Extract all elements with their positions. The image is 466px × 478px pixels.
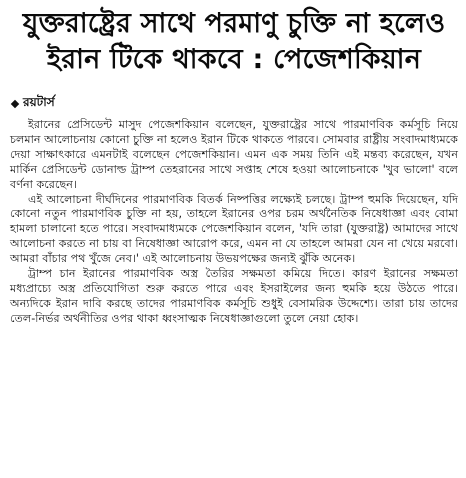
headline: যুক্তরাষ্ট্রের সাথে পরমাণু চুক্তি না হলেও ইরান টিকে থাকবে : পেজেশকিয়ান [22,8,446,75]
article-paragraph: ইরানের প্রেসিডেন্ট মাসুদ পেজেশকিয়ান বলেছেন, যুক্তরাষ্ট্রের সাথে পারমাণবিক কর্মসূচি নিয়ে চলমান আলোচনায় কোনো চুক্তি না হলেও ইরান টিকে থাকতে পারবে। সোমবার রাষ্ট্রীয় সংবাদমাধ্যমকে দেয়া সাক্ষাৎকারে এমনটাই বলেছেন পেজেশকিয়ান। এমন এক সময় তিনি এই মন্তব্য করেছেন, যখন মার্কিন প্রেসিডেন্ট ডোনাল্ড ট্রাম্প তেহরানের সাথে সপ্তাহ শেষে হওয়া আলোচনাকে 'খুব ভালো' বলে বর্ণনা করেছেন। [10,118,458,191]
byline [10,94,458,114]
source-label: রয়টার্স [23,95,55,109]
diamond-bullet-icon [11,100,19,108]
article-paragraph: ট্রাম্প চান ইরানের পারমাণবিক অস্ত্র তৈরির সক্ষমতা কমিয়ে দিতে। কারণ ইরানের সক্ষমতা মধ্যপ্রাচ্যে অস্ত্র প্রতিযোগিতা শুরু করতে পারে এবং ইসরাইলের জন্য হুমকি হয়ে উঠতে পারে। অন্যদিকে ইরান দাবি করছে তাদের পারমাণবিক কর্মসূচি শুধুই বেসামরিক উদ্দেশ্যে। তারা চায় তাদের তেল-নির্ভর অর্থনীতির ওপর থাকা ধ্বংসাত্মক নিষেধাজ্ঞাগুলো তুলে নেয়া হোক। [10,267,458,325]
article-paragraph: এই আলোচনা দীর্ঘদিনের পারমাণবিক বিতর্ক নিষ্পত্তির লক্ষ্যেই চলছে। ট্রাম্প হুমকি দিয়েছেন, যদি কোনো নতুন পারমাণবিক চুক্তি না হয়, তাহলে ইরানের ওপর চরম অর্থনৈতিক নিষেধাজ্ঞা এবং বোমা হামলা চালানো হতে পারে। সংবাদমাধ্যমকে পেজেশকিয়ান বলেন, 'যদি তারা (যুক্তরাষ্ট্র) আমাদের সাথে আলোচনা করতে না চায় বা নিষেধাজ্ঞা আরোপ করে, এমন না যে তাহলে আমরা যেন না খেয়ে মরবো। আমরা বাঁচার পথ খুঁজে নেব।' এই আলোচনায় উভয়পক্ষের জন্যই ঝুঁকি অনেক। [10,192,458,266]
article-body [10,118,458,327]
